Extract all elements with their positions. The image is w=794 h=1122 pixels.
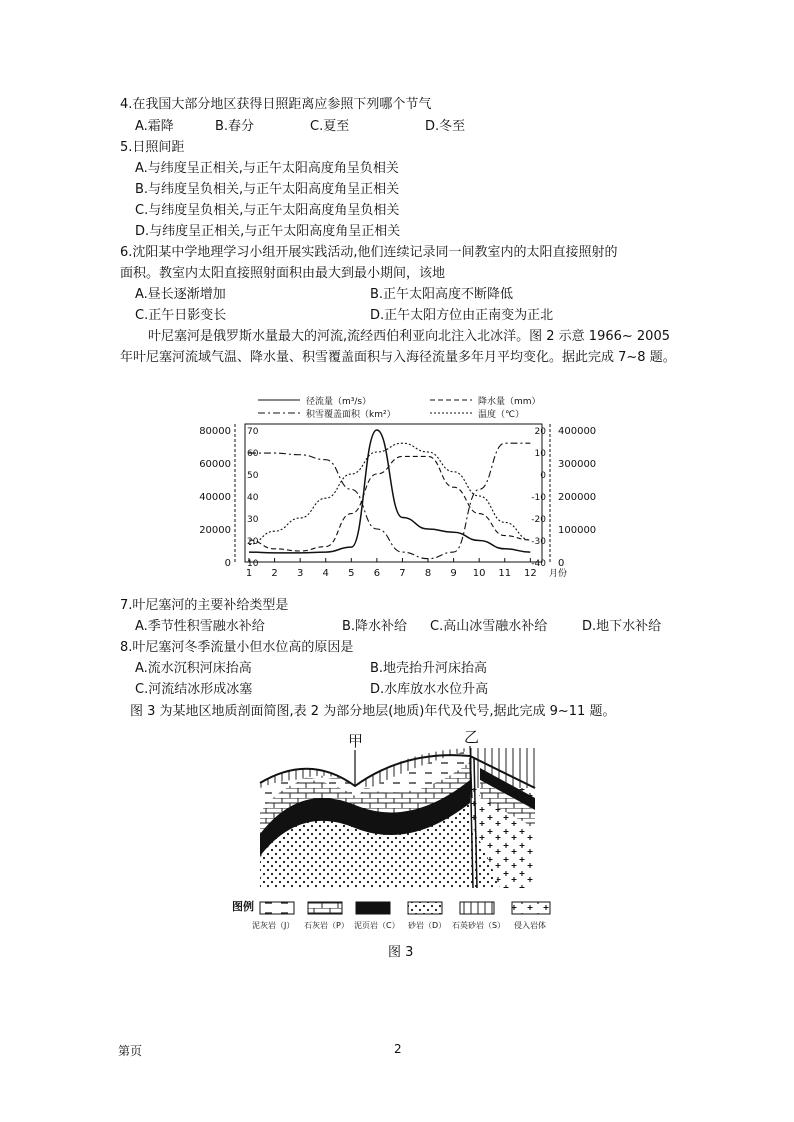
temp-tick-label: -20 [531,515,546,525]
q5-option-c: C.与纬度呈负相关,与正午太阳高度角呈负相关 [135,203,400,218]
x-tick-label: 4 [322,568,329,579]
x-tick-label: 5 [348,568,355,579]
legend-swatches [260,902,550,914]
q8-option-a: A.流水沉积河床抬高 [135,661,252,676]
snow-tick-label: 100000 [558,525,597,536]
x-tick-label: 6 [373,568,381,579]
q7-option-a: A.季节性积雪融水补给 [135,619,265,634]
precip-tick-label: 40 [247,493,259,503]
x-tick-label: 7 [399,568,406,579]
snow-tick-label: 400000 [558,426,597,437]
temp-tick-label: 20 [534,427,546,437]
precip-tick-label: 60 [247,449,259,459]
yenisei-passage: 叶尼塞河是俄罗斯水量最大的河流,流经西伯利亚向北注入北冰洋。图 2 示意 1966~ 2005 年叶尼塞河流域气温、降水量、积雪覆盖面积与入海径流量多年月平均变化。据此完成 7~8 题。 [120,329,676,365]
q7-stem: 7.叶尼塞河的主要补给类型是 [120,598,289,613]
q4-option-a: A.霜降 [135,119,174,134]
q8-option-c: C.河流结冰形成冰塞 [135,682,253,697]
q5-option-a: A.与纬度呈正相关,与正午太阳高度角呈负相关 [135,161,399,176]
legend-item-marl: 泥灰岩（J） [252,921,295,930]
precip-tick-label: 10 [247,559,259,569]
q6-option-d: D.正午太阳方位由正南变为正北 [370,308,554,323]
q6-stem-line2: 面积。教室内太阳直接照射面积由最大到最小期间，该地 [120,266,446,281]
geology-passage: 图 3 为某地区地质剖面简图,表 2 为部分地层(地质)年代及代号,据此完成 9~11 题。 [130,704,616,719]
x-tick-label: 9 [450,568,457,579]
legend-entry: 径流量（m³/s） [306,397,372,407]
runoff-tick-label: 20000 [199,525,231,536]
legend-entry: 积雪覆盖面积（km²） [306,410,396,420]
temp-tick-label: -40 [531,559,546,569]
swatch-sandstone [408,902,442,914]
legend-item-intrusive: 侵入岩体 [514,921,546,930]
page-number: 2 [394,1042,402,1056]
geology-figure [230,728,570,968]
q5-option-b: B.与纬度呈负相关,与正午太阳高度角呈正相关 [135,182,400,197]
q6-option-c: C.正午日影变长 [135,308,227,323]
temp-tick-label: 0 [540,471,546,481]
legend-title: 图例 [232,900,254,913]
x-tick-label: 8 [424,568,432,579]
q4-option-b: B.春分 [215,119,255,134]
swatch-quartz-sandstone [460,902,494,914]
x-tick-label: 11 [498,568,512,579]
legend-entry: 温度（℃） [478,410,525,420]
q4-option-d: D.冬至 [425,119,466,134]
legend-item-shale: 泥页岩（C） [354,921,400,930]
swatch-shale [356,902,390,914]
precip-tick-label: 20 [247,537,259,547]
q8-option-b: B.地壳抬升河床抬高 [370,661,488,676]
temp-tick-label: -10 [531,493,546,503]
footer-left: 第页 [118,1044,143,1058]
runoff-tick-label: 80000 [199,426,231,437]
q6-option-a: A.昼长逐渐增加 [135,287,226,302]
x-tick-label: 3 [296,568,304,579]
q4-stem: 4.在我国大部分地区获得日照距离应参照下列哪个节气 [120,97,432,112]
runoff-tick-label: 60000 [199,459,231,470]
q6-stem-line1: 6.沈阳某中学地理学习小组开展实践活动,他们连续记录同一间教室内的太阳直接照射的 [120,245,618,260]
precip-tick-label: 30 [247,515,259,525]
swatch-intrusive [512,902,550,914]
x-tick-label: 2 [271,568,278,579]
label-yi: 乙 [464,728,480,746]
label-jia: 甲 [348,732,364,750]
x-tick-label: 10 [472,568,486,579]
swatch-marl [260,902,294,914]
runoff-tick-label: 0 [224,558,231,569]
q7-option-d: D.地下水补给 [582,619,662,634]
legend-item-limestone: 石灰岩（P） [304,921,349,930]
q7-option-c: C.高山冰雪融水补给 [430,619,548,634]
precip-tick-label: 70 [247,427,259,437]
snow-tick-label: 0 [558,558,565,569]
runoff-tick-label: 40000 [199,492,231,503]
precip-tick-label: 50 [247,471,259,481]
q8-option-d: D.水库放水水位升高 [370,682,489,697]
legend-item-sandstone: 砂岩（D） [408,921,447,930]
snow-tick-label: 300000 [558,459,597,470]
legend-item-quartz-sandstone: 石英砂岩（S） [452,921,506,930]
x-axis-label: 月份 [548,569,568,579]
temp-tick-label: -30 [531,537,546,547]
series-line-runoff [249,430,530,553]
q5-stem: 5.日照间距 [120,140,185,155]
series-line-snow [249,443,530,559]
yenisei-chart [0,392,794,592]
q7-option-b: B.降水补给 [342,619,408,634]
x-tick-label: 1 [245,568,253,579]
figure3-caption: 图 3 [388,945,414,960]
q6-option-b: B.正午太阳高度不断降低 [370,287,514,302]
swatch-limestone [308,902,342,914]
legend-entry: 降水量（mm） [478,397,541,407]
q4-option-c: C.夏至 [310,119,350,134]
q8-stem: 8.叶尼塞河冬季流量小但水位高的原因是 [120,640,354,655]
x-tick-label: 12 [523,568,537,579]
q5-option-d: D.与纬度呈正相关,与正午太阳高度角呈正相关 [135,224,401,239]
snow-tick-label: 200000 [558,492,597,503]
temp-tick-label: 10 [534,449,546,459]
series-line-temp [249,443,530,544]
